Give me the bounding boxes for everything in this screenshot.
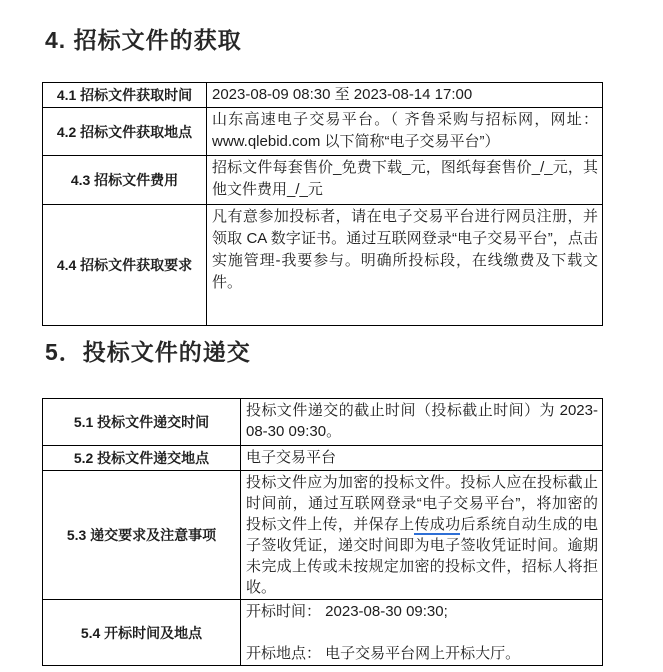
row-5-3-content bbox=[241, 471, 603, 600]
row-5-2-content: 电子交易平台 bbox=[241, 446, 603, 471]
section-5-heading: 5．投标文件的递交 bbox=[45, 339, 251, 365]
row-4-4-label: 4.4 招标文件获取要求 bbox=[43, 205, 207, 326]
row-5-2-label: 5.2 投标文件递交地点 bbox=[43, 446, 241, 471]
row-5-3-text-after-mark: 后系统自动生成的电子签收凭证，递交时间即为电子签收凭证时间。逾期未完成上传或未按规定加密的投标文件，招标人将拒收。 bbox=[246, 516, 598, 596]
row-5-4-label: 5.4 开标时间及地点 bbox=[43, 600, 241, 666]
row-4-1-label: 4.1 招标文件获取时间 bbox=[43, 83, 207, 108]
row-4-2-content: 山东高速电子交易平台。（ 齐鲁采购与招标网，网址：www.qlebid.com 以下简称“电子交易平台”） bbox=[207, 108, 603, 156]
row-4-3-content: 招标文件每套售价_免费下载_元，图纸每套售价_/_元，其他文件费用_/_元 bbox=[207, 156, 603, 205]
row-5-1-label: 5.1 投标文件递交时间 bbox=[43, 399, 241, 446]
section-5-table bbox=[42, 398, 603, 666]
opening-time-line: 开标时间： 2023-08-30 09:30; bbox=[246, 603, 448, 620]
section-4-table bbox=[42, 82, 603, 326]
table-row-5-1 bbox=[43, 399, 603, 446]
row-4-3-label: 4.3 招标文件费用 bbox=[43, 156, 207, 205]
table-row-4-3 bbox=[43, 156, 603, 205]
row-5-3-label: 5.3 递交要求及注意事项 bbox=[43, 471, 241, 600]
spellcheck-underlined-text: 传成功 bbox=[414, 516, 461, 533]
row-5-4-content bbox=[241, 600, 603, 666]
row-5-3-text-before-mark: 投标文件应为加密的投标文件。投标人应在投标截止时间前，通过互联网登录“电子交易平台”，将加密的投标文件上传，并保存上 bbox=[246, 474, 598, 533]
table-row-5-2 bbox=[43, 446, 603, 471]
table-row-4-4 bbox=[43, 205, 603, 326]
table-row-5-4 bbox=[43, 600, 603, 666]
opening-place-line: 开标地点： 电子交易平台网上开标大厅。 bbox=[246, 645, 521, 662]
table-row-4-1 bbox=[43, 83, 603, 108]
row-4-4-content: 凡有意参加投标者，请在电子交易平台进行网员注册，并领取 CA 数字证书。通过互联网登录“电子交易平台”，点击实施管理-我要参与。明确所投标段，在线缴费及下载文件。 bbox=[207, 205, 603, 326]
row-4-2-label: 4.2 招标文件获取地点 bbox=[43, 108, 207, 156]
section-4-heading: 4. 招标文件的获取 bbox=[45, 27, 242, 53]
row-4-1-content: 2023-08-09 08:30 至 2023-08-14 17:00 bbox=[207, 83, 603, 108]
table-row-5-3 bbox=[43, 471, 603, 600]
row-5-1-content: 投标文件递交的截止时间（投标截止时间）为 2023-08-30 09:30。 bbox=[241, 399, 603, 446]
table-row-4-2 bbox=[43, 108, 603, 156]
